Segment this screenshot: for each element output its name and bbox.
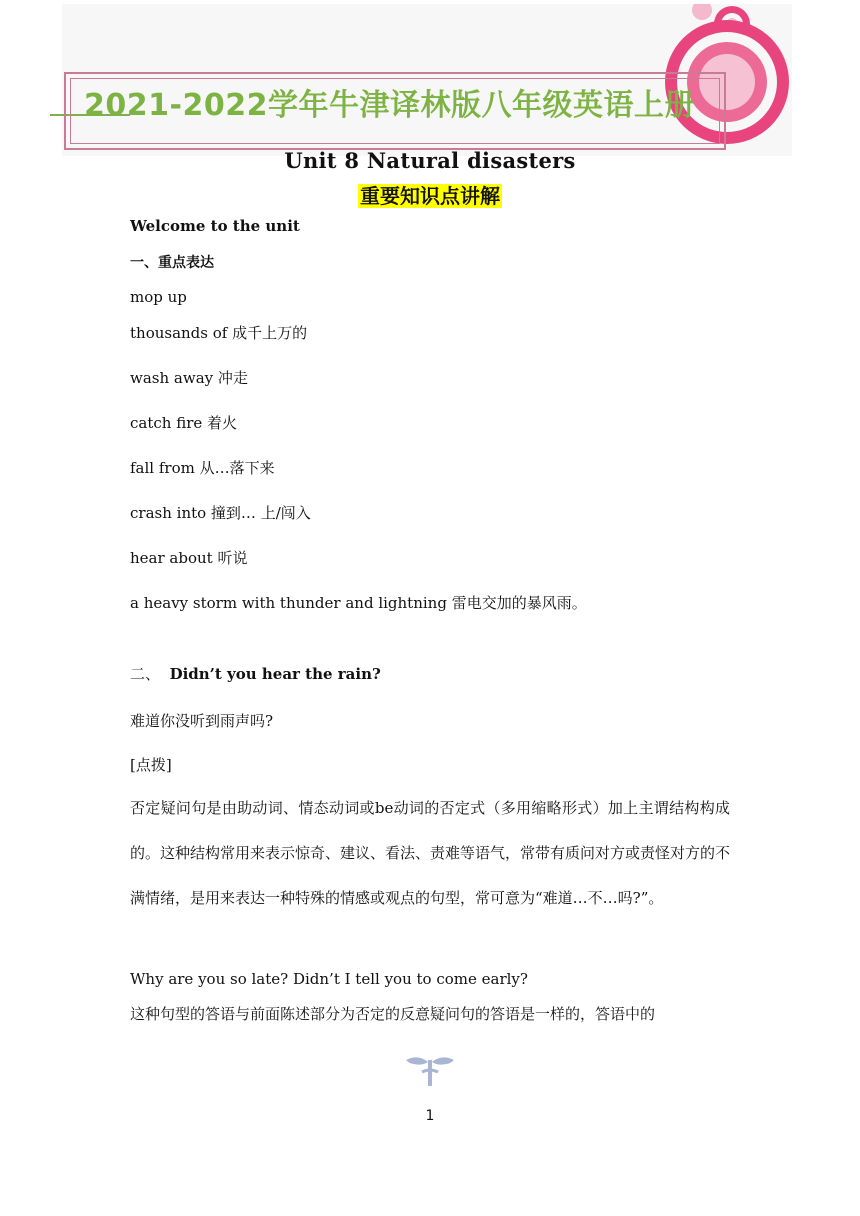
explanation-paragraph: 否定疑问句是由助动词、情态动词或be动词的否定式（多用缩略形式）加上主谓结构构成的。这种结构常用来表示惊奇、建议、看法、责难等语气，常带有质问对方或责怪对方的不满情绪，是用来表达一种特殊的情感或观点的句型，常可意为“难道…不…吗?”。	[130, 799, 731, 907]
expression-item: thousands of 成千上万的	[130, 324, 308, 342]
expression-item: catch fire 着火	[130, 414, 238, 432]
expression-item: crash into 撞到… 上/闯入	[130, 504, 311, 522]
expression-item: hear about 听说	[130, 549, 248, 567]
sub-title	[0, 180, 860, 209]
translation: 难道你没听到雨声吗?	[130, 712, 274, 730]
sub-title-text: 重要知识点讲解	[360, 184, 500, 208]
expression-item: mop up	[130, 288, 187, 306]
unit-title: Unit 8 Natural disasters	[284, 148, 576, 173]
tip-label: [点拨]	[130, 756, 172, 774]
continuation-text: 这种句型的答语与前面陈述部分为否定的反意疑问句的答语是一样的，答语中的	[130, 1005, 656, 1023]
section1-heading: 一、重点表达	[130, 255, 214, 271]
example-sentence: Why are you so late? Didn’t I tell you to come early?	[130, 970, 528, 988]
document-title: 2021-2022学年牛津译林版八年级英语上册	[84, 88, 695, 123]
section2-heading-number: 二、	[130, 665, 161, 683]
section2-heading	[130, 663, 381, 684]
footer-ornament-icon	[404, 1052, 456, 1088]
section2-heading-text: Didn’t you hear the rain?	[169, 665, 381, 683]
page-number: 1	[425, 1108, 435, 1124]
expression-item: fall from 从…落下来	[130, 459, 275, 477]
expression-item: a heavy storm with thunder and lightning 雷电交加的暴风雨。	[130, 594, 587, 612]
expression-item: wash away 冲走	[130, 369, 248, 387]
section-welcome-heading: Welcome to the unit	[130, 217, 300, 235]
